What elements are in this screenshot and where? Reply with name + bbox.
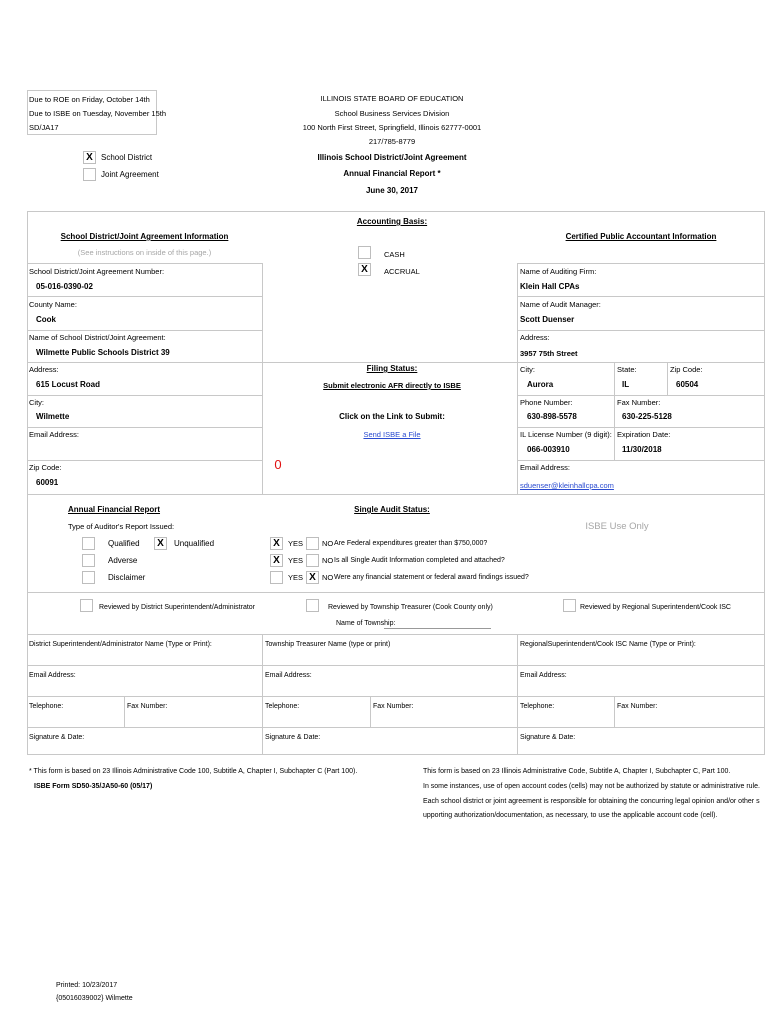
sup-email-label: Email Address: (29, 672, 76, 679)
sup-signature-label: Signature & Date: (29, 734, 85, 741)
footer-right-2: In some instances, use of open account codes (cells) may not be authorized by statute or administrative rule. (423, 783, 760, 790)
cpa-fax: 630-225-5128 (622, 412, 672, 421)
row-rule (27, 296, 262, 297)
cpa-zip: 60504 (676, 380, 699, 389)
row-rule (517, 330, 765, 331)
cpa-email-link[interactable]: sduenser@kleinhallcpa.com (520, 481, 614, 490)
agency-phone: 217/785-8779 (368, 137, 416, 146)
findings-no-checkbox[interactable]: X (306, 571, 319, 584)
adverse-checkbox[interactable] (82, 554, 95, 567)
form-code: SD/JA17 (29, 123, 59, 132)
row-rule (517, 460, 765, 461)
sup-telephone-label: Telephone: (29, 703, 64, 710)
agency-address: 100 North First Street, Springfield, Illinois 62777-0001 (302, 123, 482, 132)
reg-signature-label: Signature & Date: (520, 734, 576, 741)
cpa-address: 3957 75th Street (520, 349, 578, 358)
district-zip: 60091 (36, 478, 59, 487)
cpa-state-label: State: (617, 365, 637, 374)
row-rule (27, 460, 262, 461)
filing-submit-text: Submit electronic AFR directly to ISBE (323, 381, 461, 390)
filing-zero-value: 0 (274, 457, 282, 472)
firm-name: Klein Hall CPAs (520, 282, 580, 291)
cash-label: CASH (384, 250, 405, 259)
disclaimer-label: Disclaimer (108, 573, 146, 582)
no-label: NO (322, 539, 334, 548)
cpa-city-label: City: (520, 365, 535, 374)
regional-name-label: RegionalSuperintendent/Cook ISC Name (Type or Print): (520, 641, 696, 648)
single-audit-info-no-checkbox[interactable] (306, 554, 319, 567)
no-label: NO (322, 556, 334, 565)
row-rule (27, 634, 765, 635)
district-address: 615 Locust Road (36, 380, 101, 389)
single-audit-info-question: Is all Single Audit Information completed and attached? (334, 557, 505, 564)
township-name-label: Name of Township: (336, 620, 396, 627)
qualified-checkbox[interactable] (82, 537, 95, 550)
form-date: June 30, 2017 (365, 186, 419, 195)
fax-divider (124, 696, 125, 727)
middle-divider (262, 263, 263, 494)
no-label: NO (322, 573, 334, 582)
school-district-label: School District (101, 153, 153, 162)
district-email-label: Email Address: (29, 430, 80, 439)
footer-note: * This form is based on 23 Illinois Administrative Code 100, Subtitle A, Chapter I, Subchapter C (Part 100). (29, 768, 358, 775)
federal-exp-no-checkbox[interactable] (306, 537, 319, 550)
expiration-label: Expiration Date: (617, 430, 671, 439)
cpa-state: IL (622, 380, 630, 389)
row-rule (27, 427, 262, 428)
due-roe-text: Due to ROE on Friday, October 14th (29, 95, 150, 104)
division-name: School Business Services Division (334, 109, 450, 118)
findings-question: Were any financial statement or federal award findings issued? (334, 574, 529, 581)
unqualified-label: Unqualified (174, 539, 215, 548)
report-type-label: Type of Auditor's Report Issued: (68, 522, 175, 531)
row-rule (27, 494, 765, 495)
regional-review-checkbox[interactable] (563, 599, 576, 612)
tt-telephone-label: Telephone: (265, 703, 300, 710)
county-label: County Name: (29, 300, 77, 309)
cpa-email-label: Email Address: (520, 463, 571, 472)
row-rule (27, 592, 765, 593)
district-section-title: School District/Joint Agreement Information (60, 232, 229, 241)
row-rule (27, 263, 262, 264)
federal-exp-yes-checkbox[interactable]: X (270, 537, 283, 550)
sig-divider (517, 634, 518, 754)
footer-right-1: This form is based on 23 Illinois Administrative Code, Subtitle A, Chapter I, Subchapter C, Part 100. (423, 768, 731, 775)
treasurer-name-label: Township Treasurer Name (type or print) (265, 641, 391, 648)
district-number: 05-016-0390-02 (36, 282, 93, 291)
single-audit-info-yes-checkbox[interactable]: X (270, 554, 283, 567)
qualified-label: Qualified (108, 539, 140, 548)
cpa-fax-label: Fax Number: (617, 398, 661, 407)
fax-divider (614, 696, 615, 727)
top-rule (27, 211, 765, 212)
row-rule (517, 263, 765, 264)
superintendent-review-label: Reviewed by District Superintendent/Administrator (99, 604, 256, 611)
cpa-address-label: Address: (520, 333, 550, 342)
federal-exp-question: Are Federal expenditures greater than $750,000? (334, 540, 488, 547)
accounting-basis-title: Accounting Basis: (356, 217, 428, 226)
right-rule (764, 211, 765, 754)
sup-fax-label: Fax Number: (127, 703, 168, 710)
filing-status-title: Filing Status: (366, 364, 418, 373)
county-name: Cook (36, 315, 56, 324)
superintendent-name-label: District Superintendent/Administrator Name (Type or Print): (29, 641, 212, 648)
filing-click-text: Click on the Link to Submit: (339, 412, 445, 421)
superintendent-review-checkbox[interactable] (80, 599, 93, 612)
row-rule (517, 395, 765, 396)
isbe-use-only: ISBE Use Only (585, 521, 649, 532)
row-rule (517, 427, 765, 428)
row-rule (517, 296, 765, 297)
single-audit-title: Single Audit Status: (354, 505, 430, 514)
cpa-section-title: Certified Public Accountant Information (565, 232, 717, 241)
reg-telephone-label: Telephone: (520, 703, 555, 710)
form-id: ISBE Form SD50-35/JA50-60 (05/17) (34, 783, 153, 790)
accrual-label: ACCRUAL (384, 267, 420, 276)
row-rule (27, 395, 262, 396)
row-rule (27, 727, 765, 728)
district-city: Wilmette (36, 412, 70, 421)
firm-label: Name of Auditing Firm: (520, 267, 597, 276)
cpa-city: Aurora (527, 380, 554, 389)
footer-right-3: Each school district or joint agreement is responsible for obtaining the concurring legal opinion and/or other s (423, 798, 760, 805)
yes-label: YES (288, 556, 304, 565)
agency-name: ILLINOIS STATE BOARD OF EDUCATION (320, 94, 464, 103)
district-name-label: Name of School District/Joint Agreement: (29, 333, 166, 342)
joint-agreement-label: Joint Agreement (101, 170, 159, 179)
findings-yes-checkbox[interactable] (270, 571, 283, 584)
afr-title: Annual Financial Report (68, 505, 161, 514)
reg-email-label: Email Address: (520, 672, 567, 679)
row-rule (27, 362, 765, 363)
tt-fax-label: Fax Number: (373, 703, 414, 710)
cpa-zip-label: Zip Code: (670, 365, 703, 374)
license-label: IL License Number (9 digit): (520, 430, 612, 439)
license-number: 066-003910 (527, 445, 570, 454)
district-city-label: City: (29, 398, 44, 407)
fax-divider (370, 696, 371, 727)
file-reference: {05016039002} Wilmette (56, 995, 133, 1002)
yes-label: YES (288, 539, 304, 548)
manager-name: Scott Duenser (520, 315, 575, 324)
printed-date: Printed: 10/23/2017 (56, 982, 118, 989)
district-instructions: (See instructions on inside of this page.) (77, 248, 212, 257)
joint-agreement-checkbox[interactable] (83, 168, 96, 181)
unqualified-checkbox[interactable]: X (154, 537, 167, 550)
sig-divider (262, 634, 263, 754)
district-zip-label: Zip Code: (29, 463, 62, 472)
due-isbe-text: Due to ISBE on Tuesday, November 15th (29, 109, 167, 118)
row-rule (27, 754, 765, 755)
cpa-phone: 630-898-5578 (527, 412, 577, 421)
regional-review-label: Reviewed by Regional Superintendent/Cook ISC (580, 604, 731, 611)
district-address-label: Address: (29, 365, 59, 374)
form-title: Illinois School District/Joint Agreement (317, 153, 467, 162)
tt-signature-label: Signature & Date: (265, 734, 321, 741)
form-subtitle: Annual Financial Report * (343, 169, 441, 178)
district-name: Wilmette Public Schools District 39 (36, 348, 170, 357)
township-review-label: Reviewed by Township Treasurer (Cook County only) (328, 604, 493, 611)
adverse-label: Adverse (108, 556, 138, 565)
manager-label: Name of Audit Manager: (520, 300, 601, 309)
yes-label: YES (288, 573, 304, 582)
cpa-phone-label: Phone Number: (520, 398, 573, 407)
expiration-date: 11/30/2018 (622, 445, 662, 454)
send-isbe-file-link[interactable]: Send ISBE a File (363, 430, 421, 439)
reg-fax-label: Fax Number: (617, 703, 658, 710)
township-name-field[interactable] (384, 628, 491, 629)
district-number-label: School District/Joint Agreement Number: (29, 267, 165, 276)
left-rule (27, 211, 28, 754)
cash-checkbox[interactable] (358, 246, 371, 259)
row-rule (27, 696, 765, 697)
row-rule (27, 330, 262, 331)
disclaimer-checkbox[interactable] (82, 571, 95, 584)
school-district-checkbox[interactable]: X (83, 151, 96, 164)
footer-right-4: upporting authorization/documentation, as necessary, to use the applicable account code (cell). (423, 812, 718, 819)
cpa-zip-divider (667, 362, 668, 395)
row-rule (27, 665, 765, 666)
tt-email-label: Email Address: (265, 672, 312, 679)
accrual-checkbox[interactable]: X (358, 263, 371, 276)
township-review-checkbox[interactable] (306, 599, 319, 612)
cpa-state-divider (614, 362, 615, 460)
